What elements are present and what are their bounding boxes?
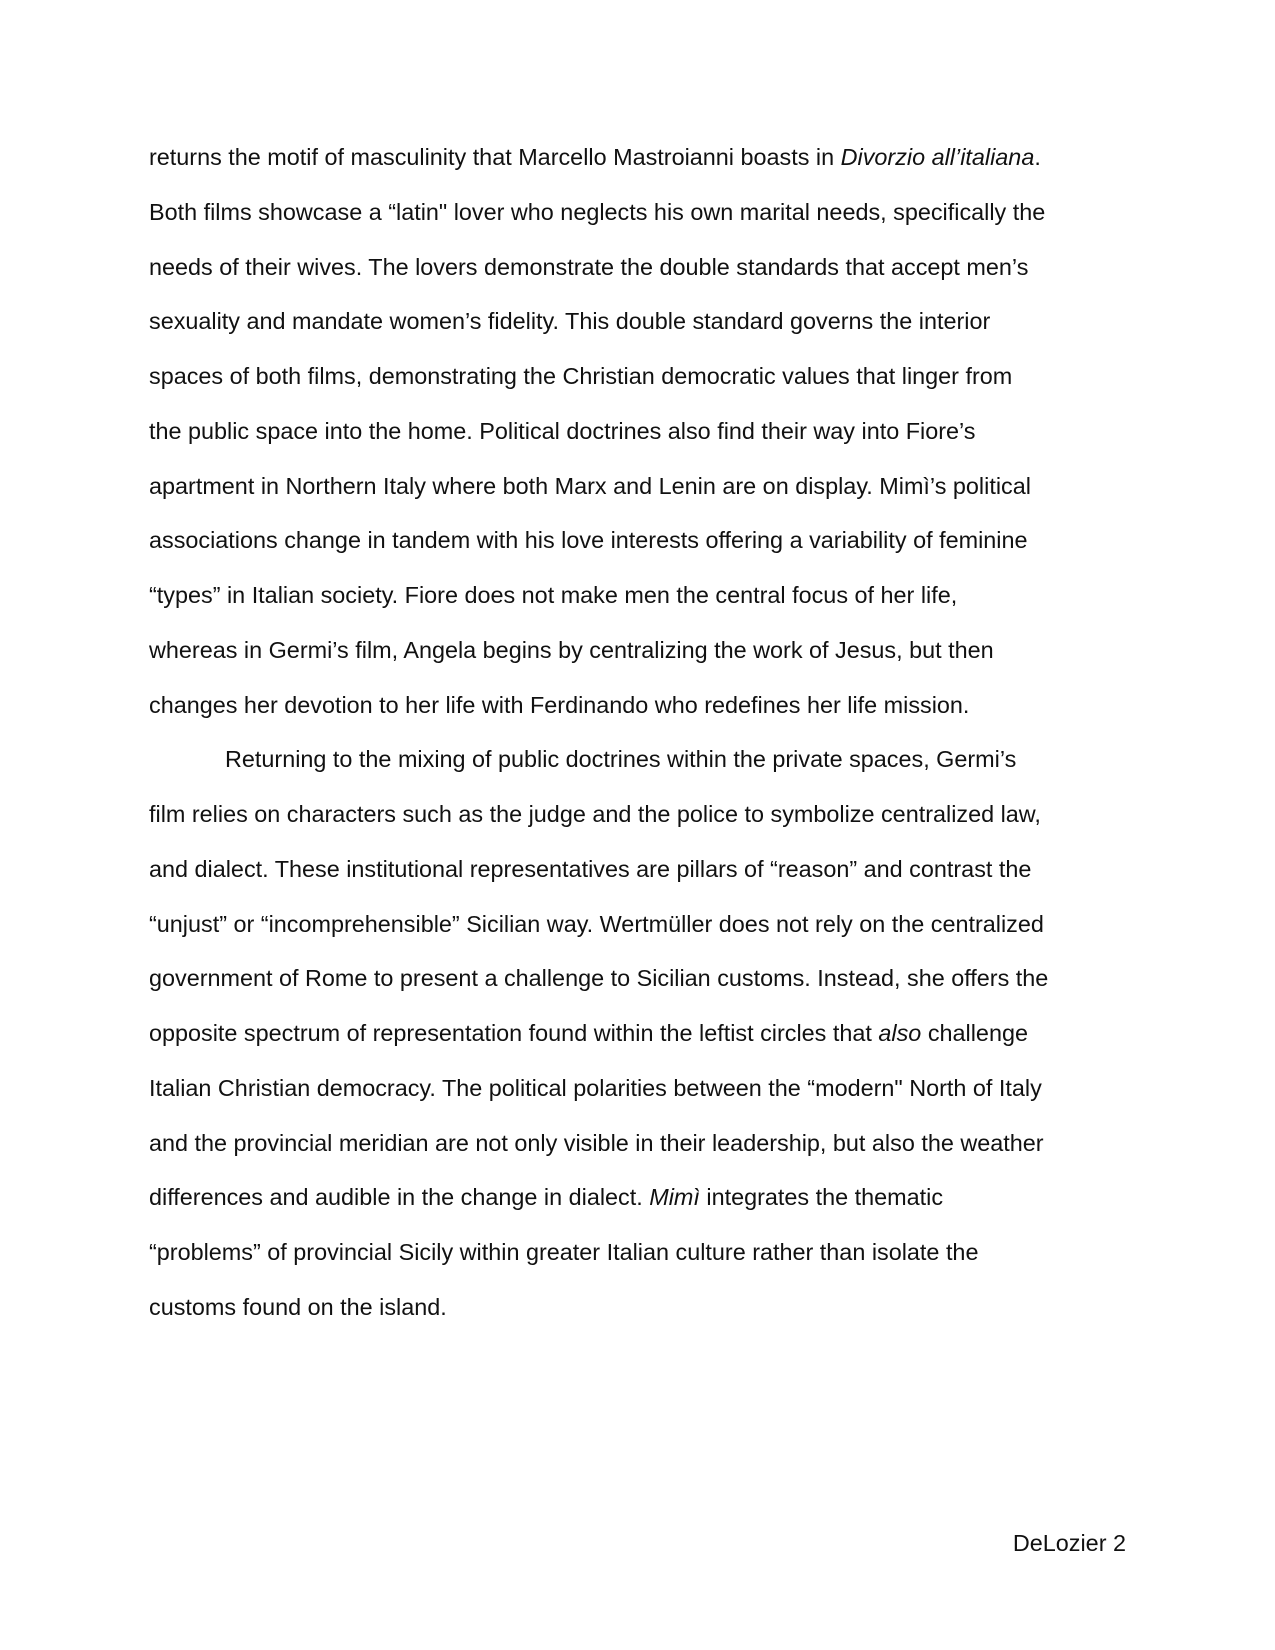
text-segment: . xyxy=(1034,144,1041,170)
text-line xyxy=(149,361,1012,391)
text-segment: spaces of both films, demonstrating the Christian democratic values that linger from xyxy=(149,363,1013,389)
text-segment: returns the motif of masculinity that Marcello Mastroianni boasts in xyxy=(149,144,841,170)
text-segment: government of Rome to present a challenge to Sicilian customs. Instead, she offers the xyxy=(149,965,1049,992)
text-line xyxy=(149,963,1048,993)
text-segment: “unjust” or “incomprehensible” Sicilian way. Wertmüller does not rely on the centralized xyxy=(149,910,1044,937)
text-line xyxy=(149,1182,943,1212)
text-line xyxy=(149,1237,978,1267)
text-line xyxy=(149,1018,1028,1048)
text-line xyxy=(149,1073,1042,1103)
text-line xyxy=(149,471,1031,501)
text-line xyxy=(149,690,969,720)
text-segment: challenge xyxy=(921,1020,1028,1047)
text-segment: differences and audible in the change in dialect. xyxy=(149,1184,650,1211)
italic-text: also xyxy=(878,1020,922,1047)
text-line xyxy=(225,744,1016,774)
text-line xyxy=(149,252,1028,282)
text-line xyxy=(149,197,1045,227)
text-segment: the public space into the home. Political doctrines also find their way into Fiore’s xyxy=(149,417,976,444)
text-line xyxy=(149,142,1041,172)
text-line xyxy=(149,635,994,665)
text-segment: Italian Christian democracy. The political polarities between the “modern" North of Italy xyxy=(149,1074,1042,1101)
text-segment: “types” in Italian society. Fiore does not make men the central focus of her life, xyxy=(149,582,958,609)
text-segment: film relies on characters such as the judge and the police to symbolize centralized law, xyxy=(149,801,1041,828)
text-line xyxy=(149,416,975,446)
italic-text: Mimì xyxy=(649,1184,700,1211)
text-segment: opposite spectrum of representation found within the leftist circles that xyxy=(149,1020,879,1047)
text-segment: whereas in Germi’s film, Angela begins by centralizing the work of Jesus, but then xyxy=(149,636,994,663)
italic-text: Divorzio all’italiana xyxy=(840,144,1035,170)
text-line xyxy=(149,799,1041,829)
text-segment: and the provincial meridian are not only visible in their leadership, but also the weather xyxy=(149,1129,1044,1156)
text-line xyxy=(149,1128,1044,1158)
text-segment: needs of their wives. The lovers demonstrate the double standards that accept men’s xyxy=(149,253,1029,280)
text-segment: Both films showcase a “latin" lover who neglects his own marital needs, specifically the xyxy=(149,198,1046,225)
text-segment: Returning to the mixing of public doctrines within the private spaces, Germi’s xyxy=(225,746,1017,773)
text-line xyxy=(149,580,957,610)
text-line xyxy=(149,854,1031,884)
text-segment: integrates the thematic xyxy=(699,1184,944,1211)
text-segment: associations change in tandem with his love interests offering a variability of feminine xyxy=(149,527,1028,554)
text-segment: changes her devotion to her life with Ferdinando who redefines her life mission. xyxy=(149,691,970,718)
text-segment: sexuality and mandate women’s fidelity. This double standard governs the interior xyxy=(149,308,991,335)
text-line xyxy=(149,306,990,336)
page-footer: DeLozier 2 xyxy=(1012,1530,1126,1556)
text-segment: “problems” of provincial Sicily within greater Italian culture rather than isolate the xyxy=(149,1239,979,1266)
text-line xyxy=(149,1292,447,1322)
text-segment: customs found on the island. xyxy=(149,1294,447,1320)
text-line xyxy=(149,525,1028,555)
text-segment: and dialect. These institutional representatives are pillars of “reason” and contrast the xyxy=(149,855,1032,882)
text-segment: apartment in Northern Italy where both Marx and Lenin are on display. Mimì’s political xyxy=(149,472,1031,499)
text-line xyxy=(149,909,1044,939)
